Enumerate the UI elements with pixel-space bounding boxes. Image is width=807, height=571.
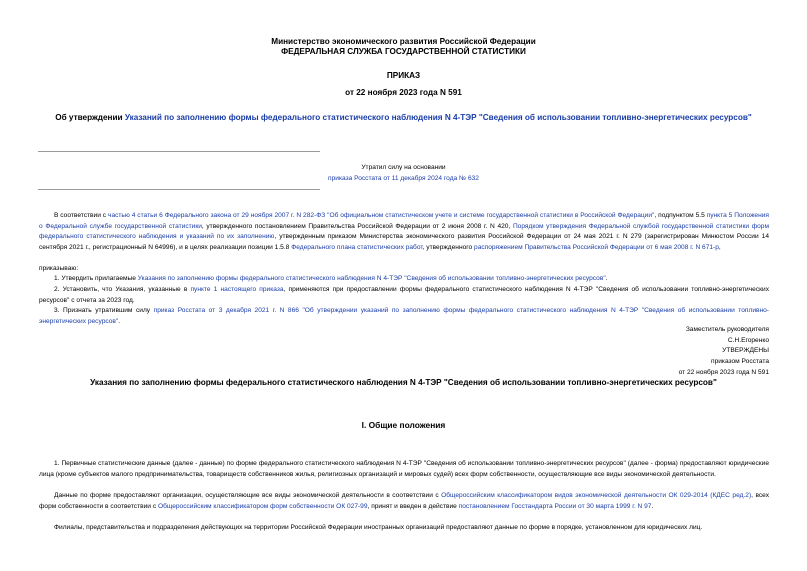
- signer-position: Заместитель руководителя: [685, 326, 769, 333]
- preamble-text: , утвержденным приказом Министерства экономического развития Российской Федерации от 24 мая 2021 г. N 279 (зарегистрирован Минюстом России 14 сентября 2021 г., регистрационный N 64996), и в целях реализации позиции 1.5.8: [39, 233, 769, 251]
- subject-link[interactable]: Указаний по заполнению формы федерального статистического наблюдения N 4-ТЭР "Сведения об использовании топливно-энергетических ресурсов": [124, 113, 752, 122]
- section-paragraph-1: 1. Первичные статистические данные (далее - данные) по форме федерального статистического наблюдения N 4-ТЭР "Сведения об использовании топливно-энергетических ресурсов" (далее - форма) предоставляют юридические лица (кроме субъектов малого предпринимательства, товариществ собственников жилья, религиозных организаций и мировых судей) всех форм собственности, осуществляющие все виды экономической деятельности.: [39, 460, 769, 478]
- okved-link[interactable]: Общероссийским классификатором видов экономической деятельности ОК 029-2014 (КДЕС ред.2): [441, 492, 752, 499]
- order-item-1: [39, 274, 769, 285]
- order-item-2: [39, 285, 769, 306]
- preamble-text: , утвержденного постановлением Правительства Российской Федерации от 2 июня 2008 г. N 420,: [201, 222, 513, 230]
- order-word: ПРИКАЗ: [386, 71, 421, 80]
- approved-by-order: приказом Росстата: [711, 358, 769, 366]
- instructions-link[interactable]: Указания по заполнению формы федерального статистического наблюдения N 4-ТЭР "Сведения об использовании топливно-энергетических ресурсов": [137, 275, 606, 282]
- lost-force-text: Утратил силу на основании: [361, 164, 446, 171]
- item-text: 3. Признать утратившим силу: [54, 307, 154, 314]
- order-subject: [40, 113, 767, 124]
- ministry-name: Министерство экономического развития Российской Федерации: [271, 37, 536, 46]
- preamble-text: ,: [718, 243, 721, 251]
- section-paragraph-3: Филиалы, представительства и подразделения действующих на территории Российской Федерации иностранных организаций предоставляют данные по форме в порядке, установленном для юридических лиц.: [54, 524, 703, 531]
- paragraph-text: Данные по форме предоставляют организации, осуществляющие все виды экономической деятельности в соответствии с: [54, 492, 442, 499]
- preamble-text: В соответствии с: [54, 212, 109, 219]
- divider-top: [38, 151, 320, 152]
- item-text: 1. Утвердить прилагаемые: [54, 275, 138, 282]
- approval-date: от 22 ноября 2023 года N 591: [678, 368, 769, 376]
- gosstandart-link[interactable]: постановлением Госстандарта России от 30 марта 1999 г. N 97: [458, 502, 652, 510]
- orders-word: приказываю:: [39, 265, 79, 272]
- lost-force-note: [0, 162, 807, 184]
- item-text: .: [605, 275, 608, 282]
- procedure-link[interactable]: Порядком утверждения Федеральной службой государственной статистики форм федерального статистического наблюдения и указаний по их заполнению: [39, 222, 769, 241]
- service-name: ФЕДЕРАЛЬНАЯ СЛУЖБА ГОСУДАРСТВЕННОЙ СТАТИСТИКИ: [281, 47, 526, 56]
- divider-bottom: [38, 189, 320, 190]
- law-link[interactable]: частью 4 статьи 6 Федерального закона от 29 ноября 2007 г. N 282-ФЗ "Об официальном статистическом учете и системе государственной статистики в Российской Федерации": [108, 212, 655, 219]
- item-1-link[interactable]: пункте 1 настоящего приказа: [190, 286, 284, 293]
- subject-prefix: Об утверждении: [55, 113, 125, 122]
- lost-force-link[interactable]: приказа Росстата от 11 декабря 2024 года № 632: [328, 175, 479, 182]
- section-title: I. Общие положения: [361, 420, 446, 430]
- regulation-link[interactable]: пункта 5 Положения о Федеральной службе государственной статистики: [39, 212, 769, 230]
- government-order-link[interactable]: распоряжением Правительства Российской Федерации от 6 мая 2008 г. N 671-р: [474, 243, 719, 251]
- order-item-3: [39, 306, 769, 327]
- approved-label: УТВЕРЖДЕНЫ: [722, 347, 769, 355]
- okfs-link[interactable]: Общероссийским классификатором форм собственности ОК 027-99: [157, 502, 368, 510]
- signer-name: С.Н.Егоренко: [727, 336, 769, 344]
- item-text: , применяются при предоставлении формы федерального статистического наблюдения N 4-ТЭР "Сведения об использовании топливно-энергетических ресурсов" с отчета за 2023 год.: [39, 286, 769, 304]
- preamble-text: , подпунктом 5.5: [654, 212, 707, 219]
- paragraph-text: .: [651, 502, 654, 510]
- preamble-paragraph: [39, 211, 769, 253]
- repealed-order-link[interactable]: приказ Росстата от 3 декабря 2021 г. N 866 "Об утверждении указаний по заполнению формы федерального статистического наблюдения N 4-ТЭР "Сведения об использовании топливно-энергетических ресурсов": [39, 307, 770, 325]
- item-text: .: [118, 317, 121, 325]
- paragraph-text: , всех форм собственности в соответствии с: [39, 492, 769, 510]
- signature-block: [679, 325, 769, 379]
- order-date: от 22 ноября 2023 года N 591: [345, 88, 462, 97]
- paragraph-text: , принят и введен в действие: [367, 502, 459, 510]
- section-paragraph-2: [39, 491, 769, 512]
- item-text: 2. Установить, что Указания, указанные в: [54, 286, 191, 293]
- stat-plan-link[interactable]: Федерального плана статистических работ: [291, 243, 423, 251]
- preamble-text: , утвержденного: [422, 243, 475, 251]
- instructions-title: Указания по заполнению формы федерального статистического наблюдения N 4-ТЭР "Сведения об использовании топливно-энергетических ресурсов": [90, 378, 717, 387]
